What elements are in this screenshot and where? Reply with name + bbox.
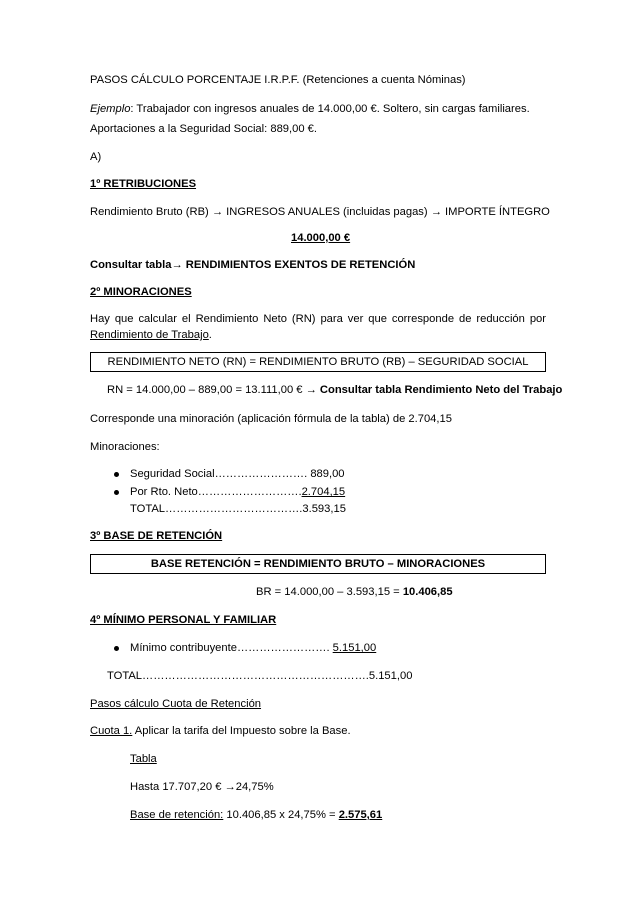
rb-text: Rendimiento Bruto (RB) [90, 206, 212, 218]
hasta-text: Hasta 17.707,20 € [130, 781, 225, 793]
item-label: Por Rto. Neto………………………. [130, 486, 302, 498]
document-title: PASOS CÁLCULO PORCENTAJE I.R.P.F. (Retenciones a cuenta Nóminas) [90, 74, 466, 86]
rendimiento-bruto-line [90, 205, 550, 219]
example-line [90, 102, 530, 116]
cuota-value: 2.575,61 [338, 809, 383, 821]
rn-paragraph-end [90, 328, 212, 342]
item-label: Mínimo contribuyente……………………. [130, 642, 333, 654]
bullet-icon [114, 472, 119, 477]
importe-text: IMPORTE ÍNTEGRO [441, 206, 550, 218]
minoraciones-label: Minoraciones: [90, 441, 160, 453]
minoracion-line: Corresponde una minoración (aplicación fórmula de la tabla) de 2.704,15 [90, 413, 452, 425]
arrow-icon: → [224, 781, 236, 793]
arrow-icon: → [211, 206, 224, 218]
ingresos-text: INGRESOS ANUALES (incluidas pagas) [223, 206, 431, 218]
bullet-icon [114, 490, 119, 495]
base-retencion-line [130, 808, 382, 822]
section-1-heading: 1º RETRIBUCIONES [90, 178, 197, 190]
base-retencion-text: 10.406,85 x 24,75% = [223, 809, 339, 821]
br-calc-line [256, 585, 453, 599]
tarifa-percent: 24,75% [235, 781, 274, 793]
list-item-seguridad-social [130, 467, 345, 481]
section-2-heading: 2º MINORACIONES [90, 286, 192, 298]
example-text: : Trabajador con ingresos anuales de 14.000,00 €. Soltero, sin cargas familiares. [130, 103, 530, 115]
cuota-1-text: Aplicar la tarifa del Impuesto sobre la Base. [132, 725, 351, 737]
cuota-1-line [90, 724, 351, 738]
cuota-heading: Pasos cálculo Cuota de Retención [90, 698, 262, 710]
list-item-minimo-contribuyente [130, 641, 376, 655]
consult-exentos-line [90, 258, 415, 272]
minimo-total: TOTAL…………………………………………………….5.151,00 [107, 670, 413, 682]
item-value: 5.151,00 [332, 642, 377, 654]
rn-formula-box: RENDIMIENTO NETO (RN) = RENDIMIENTO BRUTO (RB) – SEGURIDAD SOCIAL [90, 352, 546, 372]
section-a-label: A) [90, 151, 102, 163]
rn-calc-line [107, 383, 562, 397]
example-label: Ejemplo [90, 103, 131, 115]
base-retencion-label: Base de retención: [130, 809, 224, 821]
bullet-icon [114, 646, 119, 651]
list-item-rto-neto [130, 485, 345, 499]
minoraciones-total: TOTAL……………………………….3.593,15 [130, 503, 346, 515]
arrow-icon: → [171, 259, 183, 271]
cuota-1-label: Cuota 1. [90, 725, 133, 737]
base-retencion-formula-box: BASE RETENCIÓN = RENDIMIENTO BRUTO – MINORACIONES [90, 554, 546, 574]
item-value: 889,00 [310, 468, 345, 480]
rn-paragraph: Hay que calcular el Rendimiento Neto (RN) para ver que corresponde de reducción por [90, 313, 546, 325]
consult-text: Consultar tabla [90, 259, 172, 271]
consult-rn-text: Consultar tabla Rendimiento Neto del Trabajo [316, 384, 563, 396]
arrow-icon: → [430, 206, 442, 218]
tabla-label: Tabla [130, 753, 157, 765]
rn-calc-text: RN = 14.000,00 – 889,00 = 13.111,00 € [107, 384, 306, 396]
br-calc-text: BR = 14.000,00 – 3.593,15 = [256, 586, 403, 598]
exentos-text: RENDIMIENTOS EXENTOS DE RETENCIÓN [182, 259, 416, 271]
arrow-icon: → [305, 384, 317, 396]
example-line-2: Aportaciones a la Seguridad Social: 889,00 €. [90, 123, 318, 135]
section-4-heading: 4º MÍNIMO PERSONAL Y FAMILIAR [90, 614, 277, 626]
hasta-line [130, 780, 274, 794]
item-label: Seguridad Social……………………. [130, 468, 311, 480]
rb-amount: 14.000,00 € [291, 232, 351, 244]
period: . [208, 329, 212, 341]
item-value: 2.704,15 [301, 486, 346, 498]
rendimiento-trabajo-link: Rendimiento de Trabajo [90, 329, 209, 341]
br-value: 10.406,85 [402, 586, 453, 598]
section-3-heading: 3º BASE DE RETENCIÓN [90, 530, 223, 542]
